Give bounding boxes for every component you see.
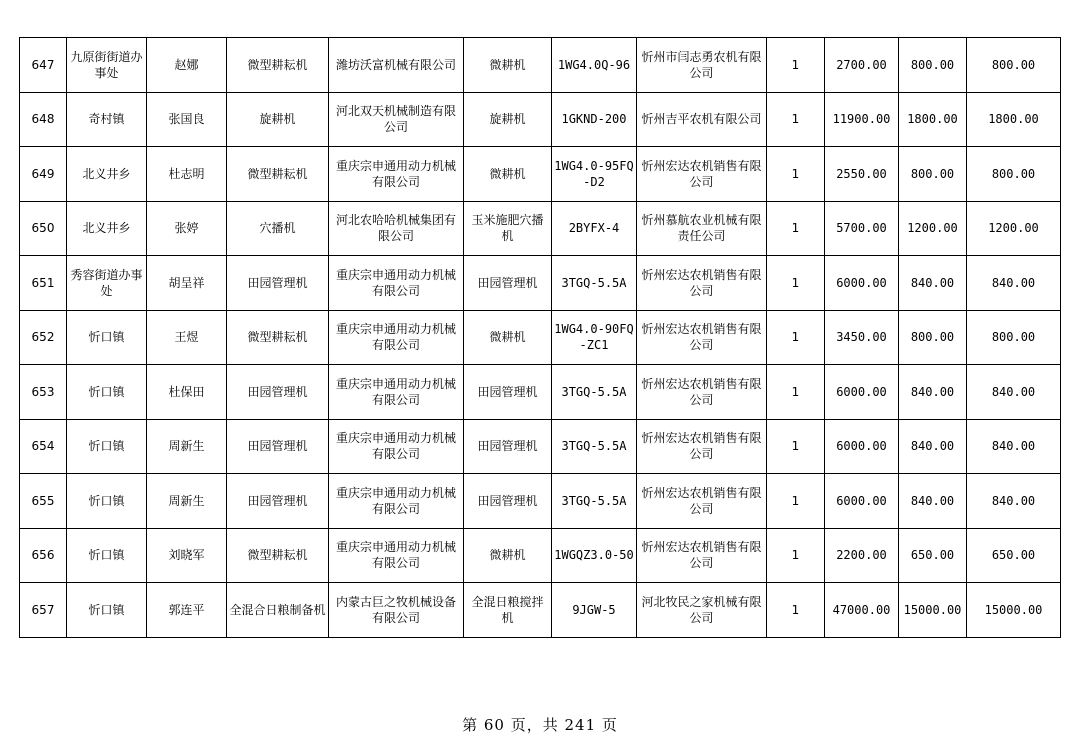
cell-township: 忻口镇: [67, 583, 147, 638]
table-row: [20, 201, 1061, 256]
cell-machine-name: 微耕机: [464, 38, 552, 93]
cell-manufacturer: 重庆宗申通用动力机械有限公司: [329, 310, 464, 365]
cell-manufacturer: 重庆宗申通用动力机械有限公司: [329, 419, 464, 474]
cell-row-number: 647: [20, 38, 67, 93]
cell-applicant: 周新生: [147, 419, 227, 474]
table-row: [20, 365, 1061, 420]
cell-manufacturer: 河北双天机械制造有限公司: [329, 92, 464, 147]
cell-machine-name: 田园管理机: [464, 365, 552, 420]
cell-row-number: 654: [20, 419, 67, 474]
cell-machine-category: 田园管理机: [227, 365, 329, 420]
cell-row-number: 653: [20, 365, 67, 420]
cell-dealer: 忻州宏达农机销售有限公司: [637, 419, 767, 474]
cell-machine-category: 穴播机: [227, 201, 329, 256]
cell-model: 1WG4.0-90FQ-ZC1: [552, 310, 637, 365]
table-row: [20, 474, 1061, 529]
cell-total-subsidy: 1200.00: [967, 201, 1061, 256]
cell-machine-category: 微型耕耘机: [227, 310, 329, 365]
cell-model: 2BYFX-4: [552, 201, 637, 256]
cell-manufacturer: 潍坊沃富机械有限公司: [329, 38, 464, 93]
cell-applicant: 张国良: [147, 92, 227, 147]
cell-subsidy-amount: 840.00: [899, 256, 967, 311]
cell-quantity: 1: [767, 365, 825, 420]
cell-machine-category: 微型耕耘机: [227, 528, 329, 583]
cell-subsidy-amount: 800.00: [899, 38, 967, 93]
cell-model: 3TGQ-5.5A: [552, 365, 637, 420]
cell-subsidy-amount: 840.00: [899, 474, 967, 529]
cell-dealer: 忻州宏达农机销售有限公司: [637, 474, 767, 529]
cell-sale-price: 2550.00: [825, 147, 899, 202]
cell-township: 忻口镇: [67, 528, 147, 583]
cell-quantity: 1: [767, 92, 825, 147]
table-row: [20, 310, 1061, 365]
cell-row-number: 656: [20, 528, 67, 583]
cell-manufacturer: 重庆宗申通用动力机械有限公司: [329, 474, 464, 529]
cell-total-subsidy: 800.00: [967, 310, 1061, 365]
cell-model: 1WGQZ3.0-50: [552, 528, 637, 583]
cell-subsidy-amount: 840.00: [899, 419, 967, 474]
cell-applicant: 赵娜: [147, 38, 227, 93]
cell-applicant: 刘晓军: [147, 528, 227, 583]
cell-machine-category: 全混合日粮制备机: [227, 583, 329, 638]
cell-dealer: 忻州宏达农机销售有限公司: [637, 147, 767, 202]
cell-manufacturer: 河北农哈哈机械集团有限公司: [329, 201, 464, 256]
cell-total-subsidy: 840.00: [967, 474, 1061, 529]
cell-machine-name: 旋耕机: [464, 92, 552, 147]
cell-subsidy-amount: 840.00: [899, 365, 967, 420]
cell-applicant: 杜保田: [147, 365, 227, 420]
cell-manufacturer: 重庆宗申通用动力机械有限公司: [329, 256, 464, 311]
table-row: [20, 583, 1061, 638]
cell-quantity: 1: [767, 310, 825, 365]
cell-applicant: 王煜: [147, 310, 227, 365]
table-row: [20, 147, 1061, 202]
cell-dealer: 忻州慕航农业机械有限责任公司: [637, 201, 767, 256]
cell-dealer: 忻州吉平农机有限公司: [637, 92, 767, 147]
cell-machine-category: 田园管理机: [227, 256, 329, 311]
cell-sale-price: 6000.00: [825, 365, 899, 420]
cell-manufacturer: 重庆宗申通用动力机械有限公司: [329, 528, 464, 583]
cell-model: 3TGQ-5.5A: [552, 474, 637, 529]
cell-dealer: 忻州宏达农机销售有限公司: [637, 256, 767, 311]
cell-subsidy-amount: 800.00: [899, 147, 967, 202]
cell-township: 忻口镇: [67, 474, 147, 529]
page-footer: 第 60 页，共 241 页: [462, 716, 618, 734]
cell-sale-price: 6000.00: [825, 256, 899, 311]
cell-machine-category: 旋耕机: [227, 92, 329, 147]
cell-row-number: 649: [20, 147, 67, 202]
cell-row-number: 655: [20, 474, 67, 529]
cell-sale-price: 5700.00: [825, 201, 899, 256]
cell-row-number: 651: [20, 256, 67, 311]
table-row: [20, 92, 1061, 147]
cell-model: 3TGQ-5.5A: [552, 256, 637, 311]
cell-machine-category: 微型耕耘机: [227, 147, 329, 202]
cell-machine-name: 全混日粮搅拌机: [464, 583, 552, 638]
cell-sale-price: 3450.00: [825, 310, 899, 365]
table-row: [20, 528, 1061, 583]
cell-total-subsidy: 650.00: [967, 528, 1061, 583]
cell-subsidy-amount: 15000.00: [899, 583, 967, 638]
cell-dealer: 忻州市闫志勇农机有限公司: [637, 38, 767, 93]
cell-township: 秀容街道办事处: [67, 256, 147, 311]
cell-township: 北义井乡: [67, 201, 147, 256]
cell-manufacturer: 重庆宗申通用动力机械有限公司: [329, 365, 464, 420]
cell-subsidy-amount: 800.00: [899, 310, 967, 365]
cell-total-subsidy: 840.00: [967, 419, 1061, 474]
cell-machine-name: 微耕机: [464, 310, 552, 365]
cell-manufacturer: 内蒙古巨之牧机械设备有限公司: [329, 583, 464, 638]
cell-township: 忻口镇: [67, 310, 147, 365]
cell-dealer: 忻州宏达农机销售有限公司: [637, 365, 767, 420]
cell-manufacturer: 重庆宗申通用动力机械有限公司: [329, 147, 464, 202]
cell-sale-price: 6000.00: [825, 474, 899, 529]
cell-dealer: 忻州宏达农机销售有限公司: [637, 528, 767, 583]
cell-township: 奇村镇: [67, 92, 147, 147]
cell-total-subsidy: 800.00: [967, 147, 1061, 202]
cell-machine-name: 玉米施肥穴播机: [464, 201, 552, 256]
cell-quantity: 1: [767, 528, 825, 583]
cell-machine-name: 田园管理机: [464, 256, 552, 311]
cell-machine-name: 田园管理机: [464, 419, 552, 474]
cell-total-subsidy: 15000.00: [967, 583, 1061, 638]
cell-subsidy-amount: 650.00: [899, 528, 967, 583]
cell-township: 北义井乡: [67, 147, 147, 202]
cell-total-subsidy: 840.00: [967, 256, 1061, 311]
cell-dealer: 河北牧民之家机械有限公司: [637, 583, 767, 638]
cell-model: 1GKND-200: [552, 92, 637, 147]
cell-sale-price: 2200.00: [825, 528, 899, 583]
cell-model: 1WG4.0-95FQ-D2: [552, 147, 637, 202]
cell-township: 忻口镇: [67, 419, 147, 474]
subsidy-table: [19, 37, 1061, 638]
cell-row-number: 652: [20, 310, 67, 365]
cell-machine-name: 微耕机: [464, 528, 552, 583]
cell-sale-price: 6000.00: [825, 419, 899, 474]
cell-sale-price: 11900.00: [825, 92, 899, 147]
cell-machine-name: 微耕机: [464, 147, 552, 202]
cell-sale-price: 47000.00: [825, 583, 899, 638]
cell-applicant: 杜志明: [147, 147, 227, 202]
cell-quantity: 1: [767, 147, 825, 202]
cell-applicant: 胡呈祥: [147, 256, 227, 311]
table-row: [20, 38, 1061, 93]
cell-row-number: 648: [20, 92, 67, 147]
cell-dealer: 忻州宏达农机销售有限公司: [637, 310, 767, 365]
cell-subsidy-amount: 1800.00: [899, 92, 967, 147]
table-row: [20, 256, 1061, 311]
cell-township: 九原街街道办事处: [67, 38, 147, 93]
cell-model: 1WG4.0Q-96: [552, 38, 637, 93]
cell-quantity: 1: [767, 256, 825, 311]
cell-model: 9JGW-5: [552, 583, 637, 638]
cell-model: 3TGQ-5.5A: [552, 419, 637, 474]
cell-quantity: 1: [767, 38, 825, 93]
cell-total-subsidy: 800.00: [967, 38, 1061, 93]
cell-quantity: 1: [767, 201, 825, 256]
cell-applicant: 周新生: [147, 474, 227, 529]
cell-row-number: 657: [20, 583, 67, 638]
cell-machine-category: 微型耕耘机: [227, 38, 329, 93]
cell-quantity: 1: [767, 419, 825, 474]
cell-applicant: 郭连平: [147, 583, 227, 638]
cell-quantity: 1: [767, 474, 825, 529]
cell-machine-category: 田园管理机: [227, 419, 329, 474]
cell-subsidy-amount: 1200.00: [899, 201, 967, 256]
cell-township: 忻口镇: [67, 365, 147, 420]
cell-applicant: 张婷: [147, 201, 227, 256]
cell-total-subsidy: 840.00: [967, 365, 1061, 420]
cell-quantity: 1: [767, 583, 825, 638]
cell-machine-category: 田园管理机: [227, 474, 329, 529]
cell-machine-name: 田园管理机: [464, 474, 552, 529]
cell-sale-price: 2700.00: [825, 38, 899, 93]
cell-total-subsidy: 1800.00: [967, 92, 1061, 147]
table-row: [20, 419, 1061, 474]
cell-row-number: 650: [20, 201, 67, 256]
